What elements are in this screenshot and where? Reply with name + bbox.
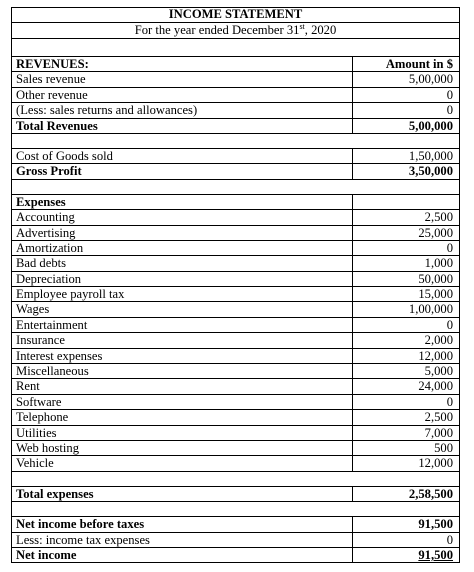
row-amount: 12,000: [418, 456, 453, 471]
row-label: Advertising: [16, 225, 76, 240]
revenue-row: [11, 72, 460, 87]
row-label: Bad debts: [16, 256, 67, 271]
row-label: Total expenses: [16, 486, 94, 501]
row-label: (Less: sales returns and allowances): [16, 103, 198, 118]
column-divider: [352, 410, 353, 425]
row-label: REVENUES:: [16, 57, 89, 71]
row-rule: [11, 562, 460, 563]
column-divider: [352, 364, 353, 379]
statement-period: [11, 23, 460, 38]
column-divider: [352, 88, 353, 103]
period-text: For the year ended December 31: [134, 23, 300, 37]
column-divider: [352, 318, 353, 333]
row-label: Net income before taxes: [16, 517, 145, 532]
row-amount: 1,00,000: [408, 302, 453, 317]
row-amount: 15,000: [418, 287, 453, 302]
period-suffix: st: [299, 21, 305, 31]
column-divider: [352, 210, 353, 225]
expense-row: [11, 349, 460, 364]
revenue-row: [11, 103, 460, 118]
column-divider: [352, 195, 353, 210]
column-divider: [352, 72, 353, 87]
row-amount: Amount in $: [385, 57, 453, 71]
row-amount: 500: [434, 440, 453, 455]
row-label: Wages: [16, 302, 50, 317]
row-amount: 1,50,000: [408, 148, 453, 163]
column-divider: [352, 349, 353, 364]
row-amount: 0: [446, 103, 453, 118]
row-label: Miscellaneous: [16, 364, 89, 379]
spacer-row: [11, 502, 460, 517]
column-divider: [352, 272, 353, 287]
statement-title-row: [11, 7, 460, 23]
row-label: Other revenue: [16, 87, 88, 102]
spacer-row: [11, 39, 460, 57]
column-divider: [352, 226, 353, 241]
net-income-before-taxes-row: [11, 517, 460, 532]
column-divider: [352, 548, 353, 563]
expense-row: [11, 210, 460, 225]
column-divider: [352, 149, 353, 164]
row-amount: 50,000: [418, 271, 453, 286]
row-amount: 7,000: [424, 425, 453, 440]
row-amount: 5,00,000: [408, 118, 453, 133]
row-amount: 5,00,000: [408, 72, 453, 87]
total-revenues-row: [11, 119, 460, 134]
row-label: Software: [16, 394, 62, 409]
row-label: Less: income tax expenses: [16, 532, 150, 547]
expense-row: [11, 441, 460, 456]
column-divider: [352, 426, 353, 441]
row-label: Total Revenues: [16, 118, 98, 133]
revenues-heading-row: [11, 57, 460, 72]
row-label: Utilities: [16, 425, 57, 440]
revenue-row: [11, 88, 460, 103]
column-divider: [352, 103, 353, 118]
row-amount: 2,500: [424, 210, 453, 225]
expense-row: [11, 395, 460, 410]
row-label: Insurance: [16, 333, 65, 348]
expense-row: [11, 302, 460, 317]
row-amount: 91,500: [418, 517, 453, 532]
statement-title: INCOME STATEMENT: [168, 7, 303, 21]
row-label: Cost of Goods sold: [16, 148, 113, 163]
row-amount: 25,000: [418, 225, 453, 240]
row-label: Telephone: [16, 410, 69, 425]
row-label: Accounting: [16, 210, 75, 225]
income-statement-table: [11, 7, 460, 563]
column-divider: [352, 164, 353, 179]
row-amount: 0: [446, 532, 453, 547]
column-divider: [352, 287, 353, 302]
row-amount: 0: [446, 87, 453, 102]
expense-row: [11, 456, 460, 471]
net-income-row: [11, 548, 460, 563]
row-label: Gross Profit: [16, 164, 82, 179]
expense-row: [11, 287, 460, 302]
row-amount: 12,000: [418, 348, 453, 363]
expense-row: [11, 333, 460, 348]
spacer-row: [11, 472, 460, 487]
column-divider: [352, 395, 353, 410]
row-label: Net income: [16, 547, 77, 562]
row-amount: 2,500: [424, 410, 453, 425]
row-label: Vehicle: [16, 456, 54, 471]
column-divider: [352, 441, 353, 456]
row-amount: 2,58,500: [408, 486, 453, 501]
expense-row: [11, 272, 460, 287]
row-label: Web hosting: [16, 440, 79, 455]
row-label: Entertainment: [16, 317, 88, 332]
row-label: Employee payroll tax: [16, 287, 125, 302]
row-amount: 2,000: [424, 333, 453, 348]
column-divider: [352, 379, 353, 394]
row-amount: 1,000: [424, 256, 453, 271]
cogs-row: [11, 149, 460, 164]
column-divider: [352, 333, 353, 348]
row-label: Expenses: [16, 194, 66, 209]
column-divider: [352, 256, 353, 271]
row-amount: 3,50,000: [408, 164, 453, 179]
row-amount: 24,000: [418, 379, 453, 394]
expense-row: [11, 256, 460, 271]
row-label: Depreciation: [16, 271, 82, 286]
expense-row: [11, 241, 460, 256]
row-amount: 5,000: [424, 364, 453, 379]
expense-row: [11, 379, 460, 394]
spacer-row: [11, 134, 460, 149]
period-year: , 2020: [304, 23, 337, 37]
total-expenses-row: [11, 487, 460, 502]
column-divider: [352, 517, 353, 532]
statement-period-row: [11, 23, 460, 39]
column-divider: [352, 119, 353, 134]
statement-rows: [11, 39, 460, 563]
column-divider: [352, 487, 353, 502]
expense-row: [11, 226, 460, 241]
row-amount: 91,500: [418, 547, 453, 562]
row-label: Rent: [16, 379, 40, 394]
row-amount: 0: [446, 317, 453, 332]
expense-row: [11, 364, 460, 379]
column-divider: [352, 533, 353, 548]
column-divider: [352, 57, 353, 72]
column-divider: [352, 241, 353, 256]
row-amount: 0: [446, 394, 453, 409]
row-label: Amortization: [16, 240, 84, 255]
expense-row: [11, 410, 460, 425]
row-label: Interest expenses: [16, 348, 103, 363]
column-divider: [352, 302, 353, 317]
column-divider: [352, 456, 353, 471]
spacer-row: [11, 180, 460, 195]
expenses-heading-row: [11, 195, 460, 210]
expense-row: [11, 318, 460, 333]
gross-profit-row: [11, 164, 460, 179]
row-amount: 0: [446, 240, 453, 255]
expense-row: [11, 426, 460, 441]
income-tax-row: [11, 533, 460, 548]
row-label: Sales revenue: [16, 72, 86, 87]
